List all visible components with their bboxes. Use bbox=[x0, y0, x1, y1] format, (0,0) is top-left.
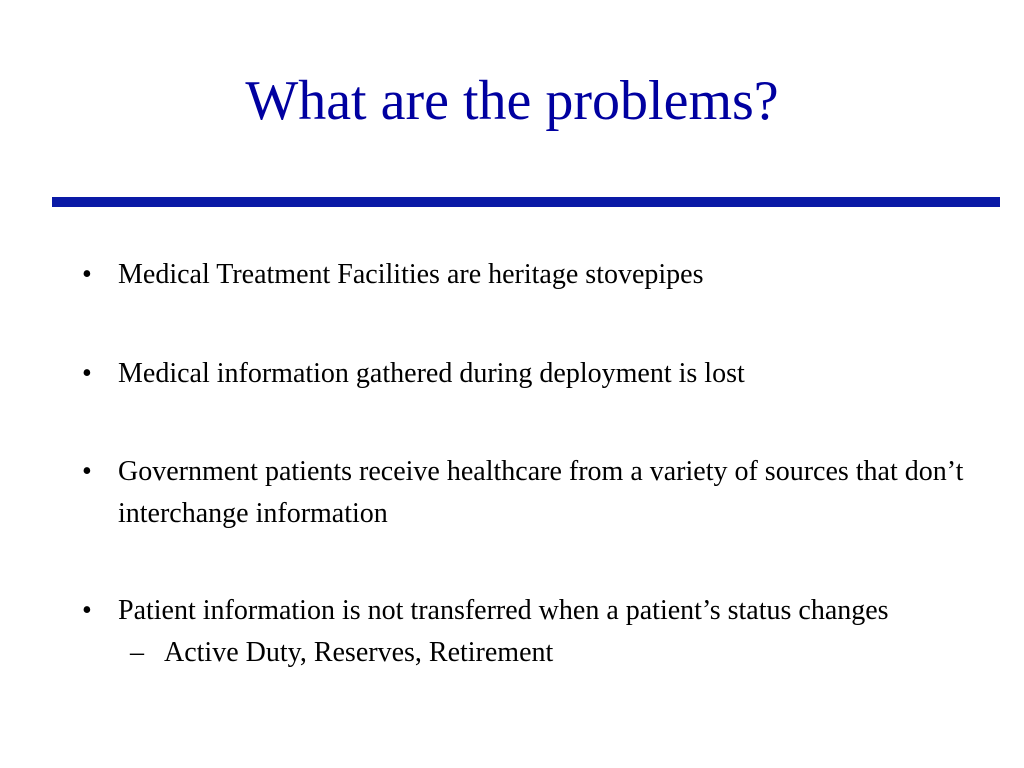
bullet-item bbox=[76, 590, 1018, 674]
bullet-text: Medical Treatment Facilities are heritage stovepipes bbox=[118, 259, 704, 290]
title-divider bbox=[52, 197, 1000, 207]
bullet-text: Government patients receive healthcare from a variety of sources that don’t interchange information bbox=[118, 456, 964, 529]
sub-bullet-marker: – bbox=[130, 637, 144, 668]
slide-title: What are the problems? bbox=[245, 70, 779, 132]
sub-bullet-item bbox=[118, 632, 1018, 674]
sub-bullet-text: Active Duty, Reserves, Retirement bbox=[164, 637, 554, 668]
bullet-item bbox=[76, 353, 1018, 395]
bullet-text: Medical information gathered during deployment is lost bbox=[118, 358, 745, 389]
bullet-item bbox=[76, 451, 1018, 535]
bullet-marker: • bbox=[82, 259, 92, 290]
bullet-marker: • bbox=[82, 595, 92, 626]
bullet-text: Patient information is not transferred when a patient’s status changes bbox=[118, 595, 889, 626]
bullet-marker: • bbox=[82, 358, 92, 389]
bullet-marker: • bbox=[82, 456, 92, 487]
sub-bullet-list bbox=[118, 632, 1018, 674]
bullet-item bbox=[76, 254, 1018, 296]
